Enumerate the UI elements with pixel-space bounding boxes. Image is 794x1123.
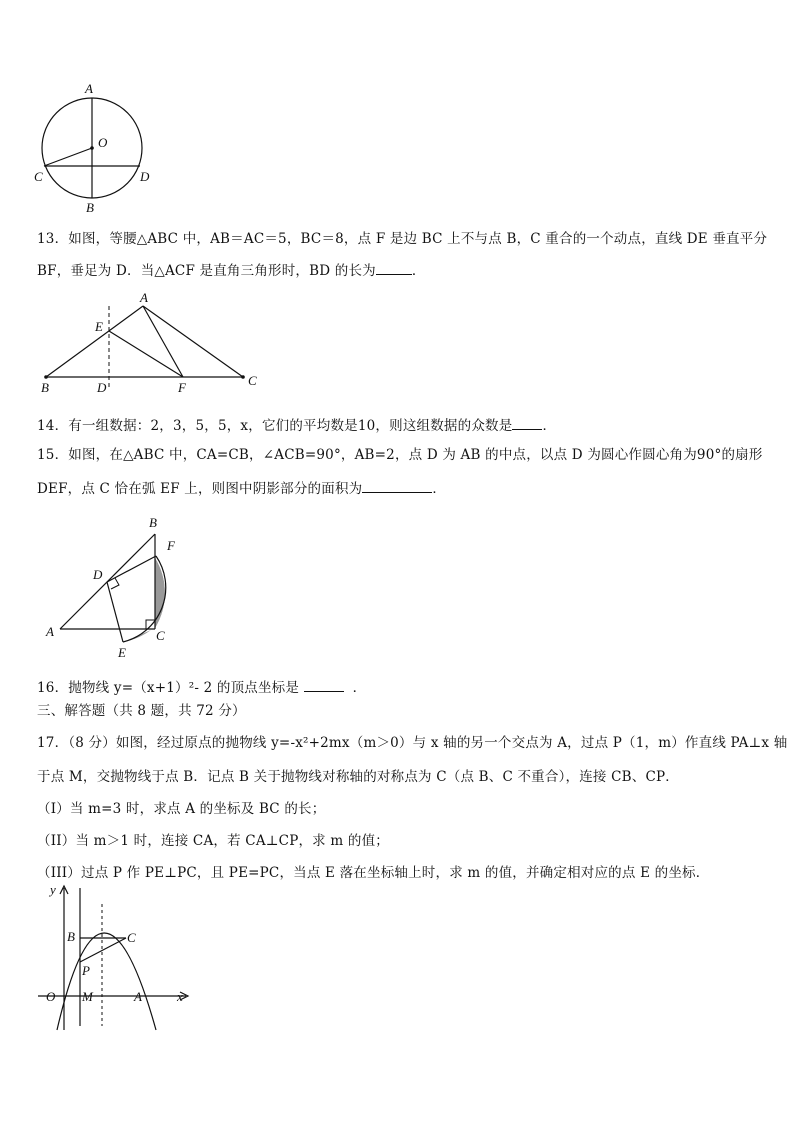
segment-df [107, 556, 156, 582]
segment-af [143, 306, 183, 377]
segment-ef [109, 331, 183, 377]
label-e: E [118, 645, 126, 660]
q16-text: 16．抛物线 y=（x+1）²- 2 的顶点坐标是 [37, 680, 300, 696]
label-c: C [156, 628, 165, 643]
label-a: A [85, 81, 93, 96]
figure-triangle-13 [30, 288, 270, 398]
q14-text: 14．有一组数据：2，3，5，5，x，它们的平均数是10，则这组数据的众数是 [37, 418, 513, 434]
segment-ac [143, 306, 243, 377]
label-y: y [50, 882, 56, 897]
q15-line2-text: DEF，点 C 恰在弧 EF 上，则图中阴影部分的面积为 [37, 481, 363, 497]
label-b: B [86, 200, 94, 215]
point-b [44, 375, 48, 379]
label-m: M [82, 989, 93, 1004]
q14-line [37, 415, 556, 435]
label-f: F [178, 380, 186, 395]
label-a: A [140, 290, 148, 305]
section-heading: 三、解答题（共 8 题，共 72 分） [37, 703, 246, 719]
label-d: D [97, 380, 107, 395]
segment-ba [46, 306, 143, 377]
q13-answer-blank[interactable] [376, 260, 412, 275]
figure-circle [28, 80, 168, 220]
label-d: D [93, 567, 103, 582]
label-a: A [46, 624, 54, 639]
label-b: B [67, 929, 75, 944]
label-p: P [82, 963, 90, 978]
label-o: O [46, 989, 56, 1004]
segment-oc [44, 148, 92, 166]
right-angle-c [146, 620, 155, 629]
q17-part3: （III）过点 P 作 PE⊥PC，且 PE=PC，当点 E 落在坐标轴上时，求 m 的值，并确定相对应的点 E 的坐标． [37, 865, 710, 881]
label-c: C [248, 373, 257, 388]
label-c: C [127, 930, 136, 945]
center-dot [90, 146, 94, 150]
q17-part2: （II）当 m＞1 时，连接 CA，若 CA⊥CP，求 m 的值； [37, 833, 389, 849]
q13-line2-text: BF，垂足为 D．当△ACF 是直角三角形时，BD 的长为 [37, 263, 376, 279]
label-o: O [98, 135, 108, 150]
label-c: C [34, 169, 43, 184]
label-x: x [177, 989, 183, 1004]
label-d: D [140, 169, 150, 184]
q17-line1: 17．（8 分）如图，经过原点的抛物线 y=-x²+2mx（m＞0）与 x 轴的另一个交点为 A，过点 P（1，m）作直线 PA⊥x 轴 [37, 735, 788, 751]
label-f: F [167, 538, 175, 553]
q15-line1: 15．如图，在△ABC 中，CA=CB，∠ACB=90°，AB=2，点 D 为 AB 的中点，以点 D 为圆心作圆心角为90°的扇形 [37, 447, 763, 463]
label-e: E [95, 319, 103, 334]
q16-line [37, 677, 366, 697]
segment-de [107, 582, 123, 642]
point-c [241, 375, 245, 379]
label-a: A [134, 989, 142, 1004]
figure-sector-15 [40, 512, 200, 662]
q14-end: ． [542, 418, 557, 434]
q16-answer-blank[interactable] [304, 677, 344, 692]
q15-line2 [37, 478, 446, 498]
label-b: B [41, 380, 49, 395]
q13-line1: 13．如图，等腰△ABC 中，AB＝AC＝5，BC＝8，点 F 是边 BC 上不与点 B，C 重合的一个动点，直线 DE 垂直平分 [37, 231, 768, 247]
q17-part1: （I）当 m=3 时，求点 A 的坐标及 BC 的长； [37, 801, 326, 817]
segment-pc [80, 938, 126, 962]
q13-line2 [37, 260, 426, 280]
figure-parabola-17 [30, 882, 200, 1032]
q17-line2: 于点 M，交抛物线于点 B．记点 B 关于抛物线对称轴的对称点为 C（点 B、C 不重合），连接 CB、CP． [37, 769, 679, 785]
q13-line2-end: ． [411, 263, 426, 279]
label-b: B [149, 515, 157, 530]
q15-answer-blank[interactable] [362, 478, 432, 493]
q16-end: ． [352, 680, 367, 696]
q15-line2-end: ． [432, 481, 447, 497]
q14-answer-blank[interactable] [512, 415, 542, 430]
